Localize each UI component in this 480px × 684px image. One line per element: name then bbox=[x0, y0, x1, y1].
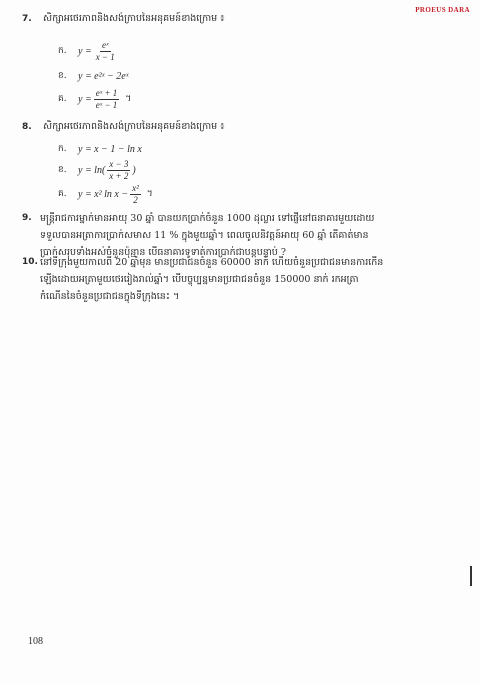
text-line: នៅទីក្រុងមួយកាលពី 20 ឆ្នាំមុន មានប្រជាជនចំនួន 60000 នាក់ ហើយចំនួនប្រជាជនមានការកើន bbox=[40, 257, 384, 268]
item-label: ក. bbox=[58, 46, 67, 56]
expr-prefix: y = bbox=[78, 46, 92, 57]
expr-prefix: y = x² ln x − bbox=[78, 189, 129, 200]
header-brand: PROEUS DARA bbox=[415, 6, 470, 14]
problem-8-item-c bbox=[58, 183, 153, 206]
problem-8-text: សិក្សាអថេរភាពនិងសង់ក្រាបនៃអនុគមន៍ខាងក្រោម ៖ bbox=[43, 121, 225, 132]
margin-mark bbox=[470, 566, 472, 586]
fraction-numerator: eˣ bbox=[101, 40, 109, 50]
item-label: ខ. bbox=[58, 165, 67, 175]
expression: y = x − 1 − ln x bbox=[78, 144, 142, 155]
problem-10-text bbox=[40, 254, 460, 305]
text-line: មន្ត្រីរាជការម្នាក់មានអាយុ 30 ឆ្នាំ បានយកប្រាក់ចំនួន 1000 ដុល្លារ ទៅផ្ញើនៅធនាគារមួយដោយ bbox=[40, 213, 375, 224]
expr-prefix: y = bbox=[78, 94, 92, 105]
problem-7-item-c bbox=[58, 88, 131, 111]
problem-7-number: 7. bbox=[22, 14, 32, 24]
problem-7-item-a bbox=[58, 40, 119, 63]
problem-10-number-row bbox=[22, 255, 40, 269]
item-label: គ. bbox=[58, 189, 67, 199]
item-label: ខ. bbox=[58, 71, 67, 81]
fraction-numerator: x² bbox=[132, 183, 139, 193]
page-number: 108 bbox=[28, 636, 43, 647]
expr-suffix: ) bbox=[132, 165, 136, 176]
text-line: ទទួលបានអត្រាការប្រាក់សមាស 11 % ក្នុងមួយឆ្នាំ។ ពេលចូលនិវត្តន៍អាយុ 60 ឆ្នាំ តើគាត់មាន bbox=[40, 230, 369, 241]
item-label: គ. bbox=[58, 94, 67, 104]
problem-8-statement bbox=[22, 120, 224, 134]
problem-7-text: សិក្សាអថេរភាពនិងសង់ក្រាបនៃអនុគមន៍ខាងក្រោម ៖ bbox=[43, 13, 225, 24]
problem-10-number: 10. bbox=[22, 257, 38, 267]
problem-9-number: 9. bbox=[22, 213, 32, 223]
fraction-numerator: eˣ + 1 bbox=[95, 88, 118, 98]
problem-8-number: 8. bbox=[22, 122, 32, 132]
problem-7-statement bbox=[22, 12, 224, 26]
problem-7-item-b bbox=[58, 70, 128, 83]
fraction-denominator: 2 bbox=[133, 195, 138, 205]
end-mark: ។ bbox=[146, 188, 153, 198]
expression: y = e²ˣ − 2eˣ bbox=[78, 71, 129, 82]
text-line: កំណើននៃចំនួនប្រជាជនក្នុងទីក្រុងនេះ ។ bbox=[40, 291, 180, 302]
problem-8-item-b bbox=[58, 159, 136, 182]
item-label: ក. bbox=[58, 144, 67, 154]
problem-8-item-a bbox=[58, 143, 142, 156]
fraction-denominator: x − 1 bbox=[95, 52, 115, 62]
fraction-denominator: eˣ − 1 bbox=[95, 100, 118, 110]
expr-prefix: y = ln( bbox=[78, 165, 106, 176]
fraction-numerator: x − 3 bbox=[109, 159, 129, 169]
fraction-denominator: x + 2 bbox=[109, 171, 129, 181]
text-line: ឡើងដោយអត្រាមួយថេររៀងរាល់ឆ្នាំ។ បើបច្ចុប្បន្នមានប្រជាជនចំនួន 150000 នាក់ រកអត្រា bbox=[40, 274, 359, 285]
end-mark: ។ bbox=[125, 93, 132, 103]
text-line: ប្រាក់សរុបទាំងអស់ចំនួនប៉ុន្មាន បើធនាគារទូទាត់ការប្រាក់ជាបន្តបន្ទាប់ ? bbox=[40, 247, 286, 258]
problem-9-number-row bbox=[22, 211, 40, 225]
